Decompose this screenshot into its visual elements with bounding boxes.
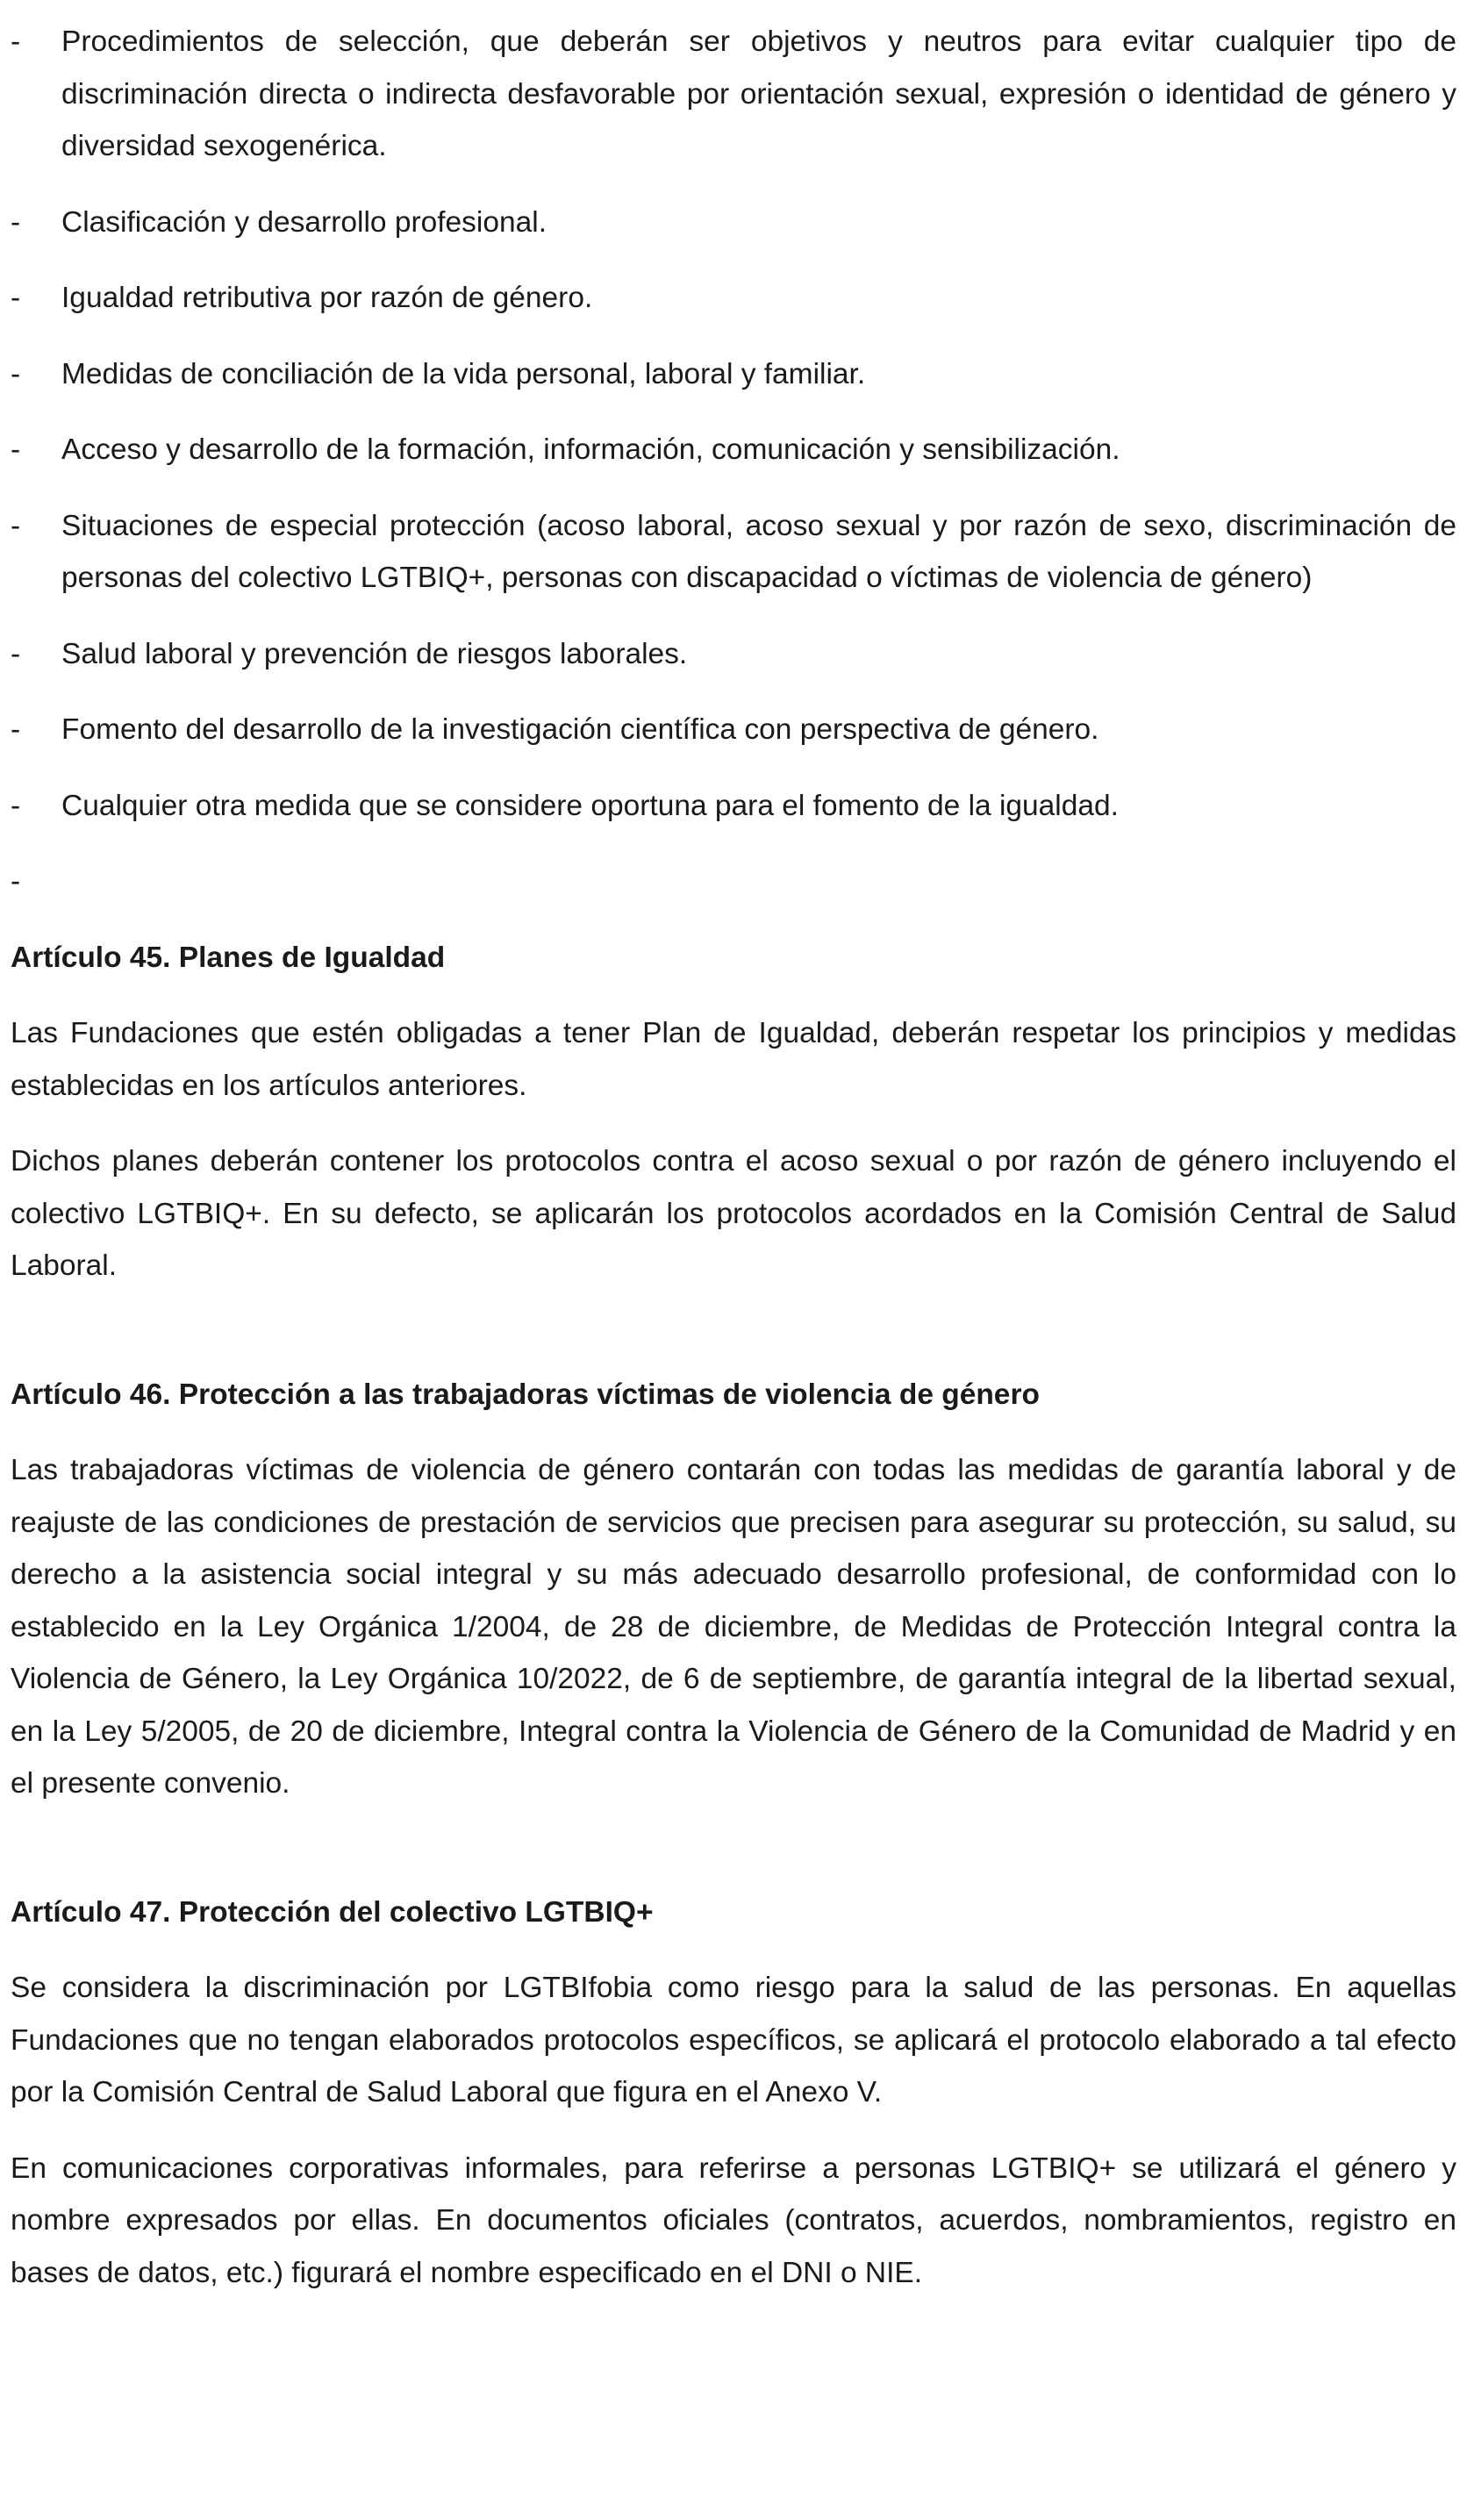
list-item: - Medidas de conciliación de la vida personal, laboral y familiar. bbox=[11, 348, 1456, 401]
measures-list bbox=[11, 16, 1456, 832]
list-item: - Cualquier otra medida que se considere oportuna para el fomento de la igualdad. bbox=[11, 780, 1456, 833]
article-45-paragraph-1: Las Fundaciones que estén obligadas a tener Plan de Igualdad, deberán respetar los principios y medidas establecidas en los artículos anteriores. bbox=[11, 1017, 1456, 1102]
list-item: - Salud laboral y prevención de riesgos laborales. bbox=[11, 628, 1456, 681]
article-45-paragraph-2: Dichos planes deberán contener los protocolos contra el acoso sexual o por razón de género incluyendo el colectivo LGTBIQ+. En su defecto, se aplicarán los protocolos acordados en la Comisión Central de Salud Laboral. bbox=[11, 1145, 1456, 1282]
list-item: - Situaciones de especial protección (acoso laboral, acoso sexual y por razón de sexo, discriminación de personas del colectivo LGTBIQ+, personas con discapacidad o víctimas de violencia de género) bbox=[11, 500, 1456, 605]
document-page bbox=[11, 16, 1456, 2323]
article-45-heading: Artículo 45. Planes de Igualdad bbox=[11, 941, 446, 974]
article-47-paragraph-2: En comunicaciones corporativas informales, para referirse a personas LGTBIQ+ se utilizará el género y nombre expresados por ellas. En documentos oficiales (contratos, acuerdos, nombramientos, registro en bases de datos, etc.) figurará el nombre especificado en el DNI o NIE. bbox=[11, 2151, 1456, 2289]
empty-list-dash: - bbox=[11, 865, 21, 898]
section-spacer bbox=[11, 1316, 1456, 1369]
article-47-paragraph-1: Se considera la discriminación por LGTBIfobia como riesgo para la salud de las personas. En aquellas Fundaciones que no tengan elaborados protocolos específicos, se aplicará el protocolo elaborado a tal efecto por la Comisión Central de Salud Laboral que figura en el Anexo V. bbox=[11, 1972, 1456, 2108]
article-47-heading: Artículo 47. Protección del colectivo LGTBIQ+ bbox=[11, 1895, 654, 1929]
section-spacer bbox=[11, 1834, 1456, 1886]
list-item: - Fomento del desarrollo de la investigación científica con perspectiva de género. bbox=[11, 704, 1456, 756]
list-item: - Acceso y desarrollo de la formación, información, comunicación y sensibilización. bbox=[11, 424, 1456, 476]
list-item: - Igualdad retributiva por razón de género. bbox=[11, 272, 1456, 325]
article-46-paragraph-1: Las trabajadoras víctimas de violencia de género contarán con todas las medidas de garantía laboral y de reajuste de las condiciones de prestación de servicios que precisen para asegurar su protección, su salud, su derecho a la asistencia social integral y su más adecuado desarrollo profesional, de conformidad con lo establecido en la Ley Orgánica 1/2004, de 28 de diciembre, de Medidas de Protección Integral contra la Violencia de Género, la Ley Orgánica 10/2022, de 6 de septiembre, de garantía integral de la libertad sexual, en la Ley 5/2005, de 20 de diciembre, Integral contra la Violencia de Género de la Comunidad de Madrid y en el presente convenio. bbox=[11, 1454, 1456, 1800]
article-46-heading: Artículo 46. Protección a las trabajadoras víctimas de violencia de género bbox=[11, 1378, 1040, 1411]
list-item: - Clasificación y desarrollo profesional. bbox=[11, 197, 1456, 249]
list-item: - Procedimientos de selección, que deberán ser objetivos y neutros para evitar cualquier tipo de discriminación directa o indirecta desfavorable por orientación sexual, expresión o identidad de género y diversidad sexogenérica. bbox=[11, 16, 1456, 173]
